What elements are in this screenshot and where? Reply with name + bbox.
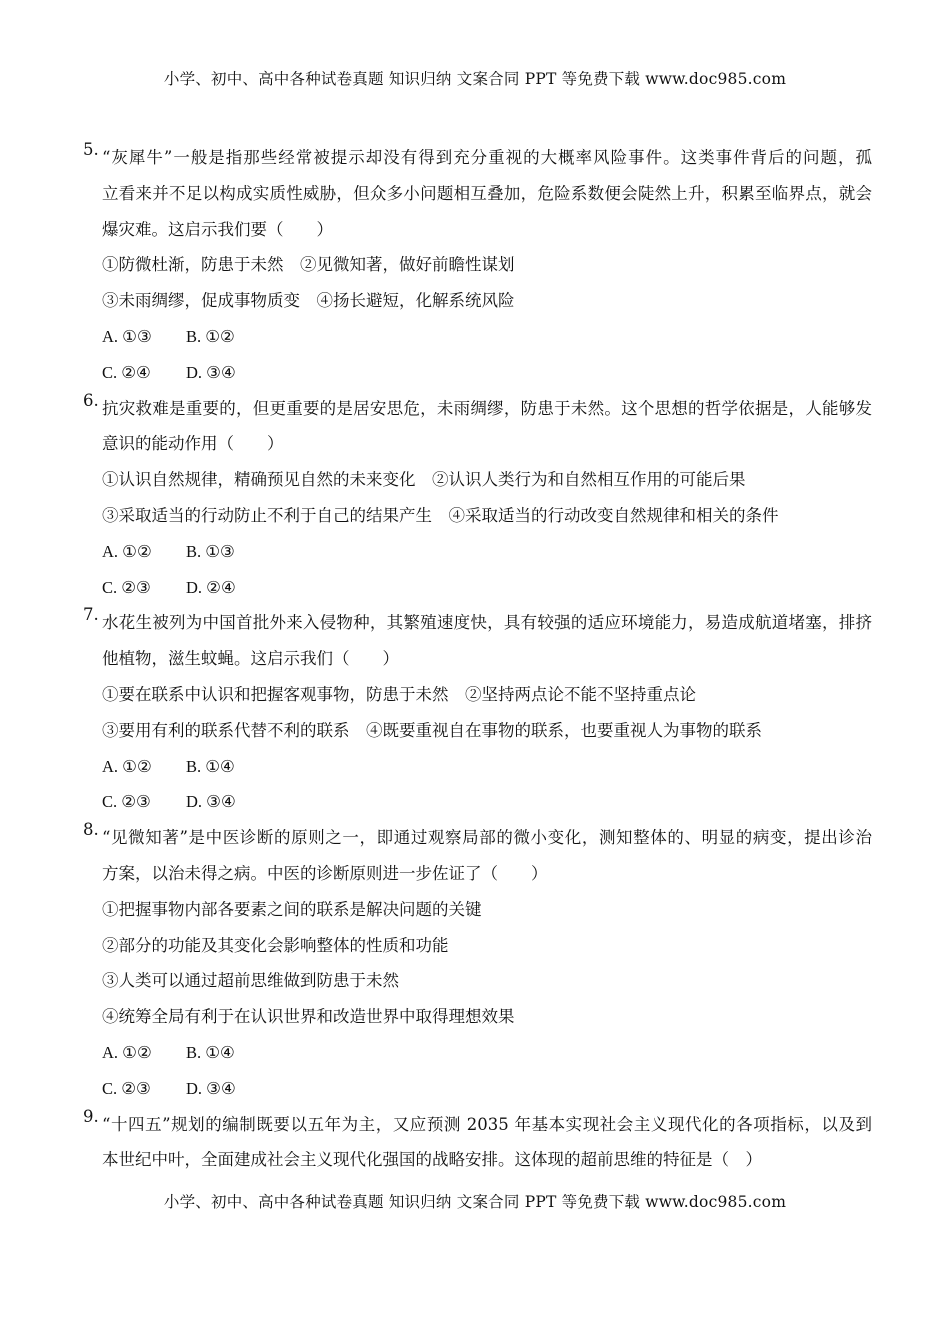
option-d[interactable]: D. ②④	[186, 577, 236, 597]
question-5	[83, 140, 872, 391]
statement-line: ④统筹全局有利于在认识世界和改造世界中取得理想效果	[102, 1007, 515, 1027]
statement-line: ③采取适当的行动防止不利于自己的结果产生 ④采取适当的行动改变自然规律和相关的条件	[102, 505, 779, 525]
question-stem-line: 他植物，滋生蚊蝇。这启示我们（ ）	[102, 649, 399, 669]
page-footer: 小学、初中、高中各种试卷真题 知识归纳 文案合同 PPT 等免费下载 www.doc985.com	[163, 1193, 787, 1211]
question-9	[83, 1106, 872, 1179]
option-a[interactable]: A. ①②	[102, 756, 152, 776]
statement-line: ①认识自然规律，精确预见自然的未来变化 ②认识人类行为和自然相互作用的可能后果	[102, 470, 746, 490]
options-row	[102, 1071, 872, 1107]
statement-line: ③人类可以通过超前思维做到防患于未然	[102, 971, 399, 991]
question-stem-line: 水花生被列为中国首批外来入侵物种，其繁殖速度快，具有较强的适应环境能力，易造成航道堵塞，排挤	[102, 613, 872, 633]
options-row	[102, 570, 872, 606]
option-c[interactable]: C. ②③	[102, 577, 151, 597]
statement-line: ①防微杜渐，防患于未然 ②见微知著，做好前瞻性谋划	[102, 255, 515, 275]
option-c[interactable]: C. ②③	[102, 792, 151, 812]
question-number: 5.	[83, 140, 99, 159]
option-d[interactable]: D. ③④	[186, 1078, 236, 1098]
statement-line: ③要用有利的联系代替不利的联系 ④既要重视自在事物的联系，也要重视人为事物的联系	[102, 720, 762, 740]
question-number: 8.	[83, 820, 99, 840]
question-6	[83, 390, 872, 606]
statement-line: ①要在联系中认识和把握客观事物，防患于未然 ②坚持两点论不能不坚持重点论	[102, 684, 696, 704]
option-d[interactable]: D. ③④	[186, 362, 236, 382]
options-row	[102, 749, 872, 785]
question-stem-line: “见微知著”是中医诊断的原则之一，即通过观察局部的微小变化，测知整体的、明显的病变，提出诊治	[102, 828, 872, 848]
options-row	[102, 534, 872, 570]
option-b[interactable]: B. ①④	[186, 756, 235, 776]
option-c[interactable]: C. ②④	[102, 362, 151, 382]
question-stem-line: 方案，以治未得之病。中医的诊断原则进一步佐证了（ ）	[102, 863, 548, 883]
question-number: 6.	[83, 390, 99, 410]
question-7	[83, 605, 872, 820]
options-row	[102, 784, 872, 820]
option-a[interactable]: A. ①②	[102, 541, 152, 561]
options-row	[102, 355, 872, 391]
option-b[interactable]: B. ①③	[186, 541, 235, 561]
options-row	[102, 319, 872, 355]
question-stem-line: 抗灾救难是重要的，但更重要的是居安思危，未雨绸缪，防患于未然。这个思想的哲学依据是，人能够发	[102, 398, 872, 418]
options-row	[102, 1035, 872, 1071]
page-header: 小学、初中、高中各种试卷真题 知识归纳 文案合同 PPT 等免费下载 www.doc985.com	[163, 70, 787, 88]
option-a[interactable]: A. ①③	[102, 326, 152, 346]
question-number: 7.	[83, 605, 99, 625]
statement-line: ③未雨绸缪，促成事物质变 ④扬长避短，化解系统风险	[102, 291, 515, 311]
question-stem-line: “十四五”规划的编制既要以五年为主，又应预测 2035 年基本实现社会主义现代化的各项指标，以及到	[102, 1114, 872, 1134]
option-b[interactable]: B. ①②	[186, 326, 235, 346]
statement-line: ②部分的功能及其变化会影响整体的性质和功能	[102, 935, 449, 955]
question-stem-line: “灰犀牛”一般是指那些经常被提示却没有得到充分重视的大概率风险事件。这类事件背后的问题，孤	[102, 148, 872, 167]
question-stem-line: 本世纪中叶，全面建成社会主义现代化强国的战略安排。这体现的超前思维的特征是（ ）	[102, 1150, 762, 1170]
question-list	[83, 140, 872, 1178]
option-c[interactable]: C. ②③	[102, 1078, 151, 1098]
question-number: 9.	[83, 1106, 99, 1126]
question-8	[83, 820, 872, 1106]
option-d[interactable]: D. ③④	[186, 792, 236, 812]
option-a[interactable]: A. ①②	[102, 1042, 152, 1062]
question-stem-line: 意识的能动作用（ ）	[102, 434, 284, 454]
question-stem-line: 爆灾难。这启示我们要（ ）	[102, 219, 333, 239]
statement-line: ①把握事物内部各要素之间的联系是解决问题的关键	[102, 899, 482, 919]
option-b[interactable]: B. ①④	[186, 1042, 235, 1062]
question-stem-line: 立看来并不足以构成实质性威胁，但众多小问题相互叠加，危险系数便会陡然上升，积累至临界点，就会	[102, 183, 872, 203]
